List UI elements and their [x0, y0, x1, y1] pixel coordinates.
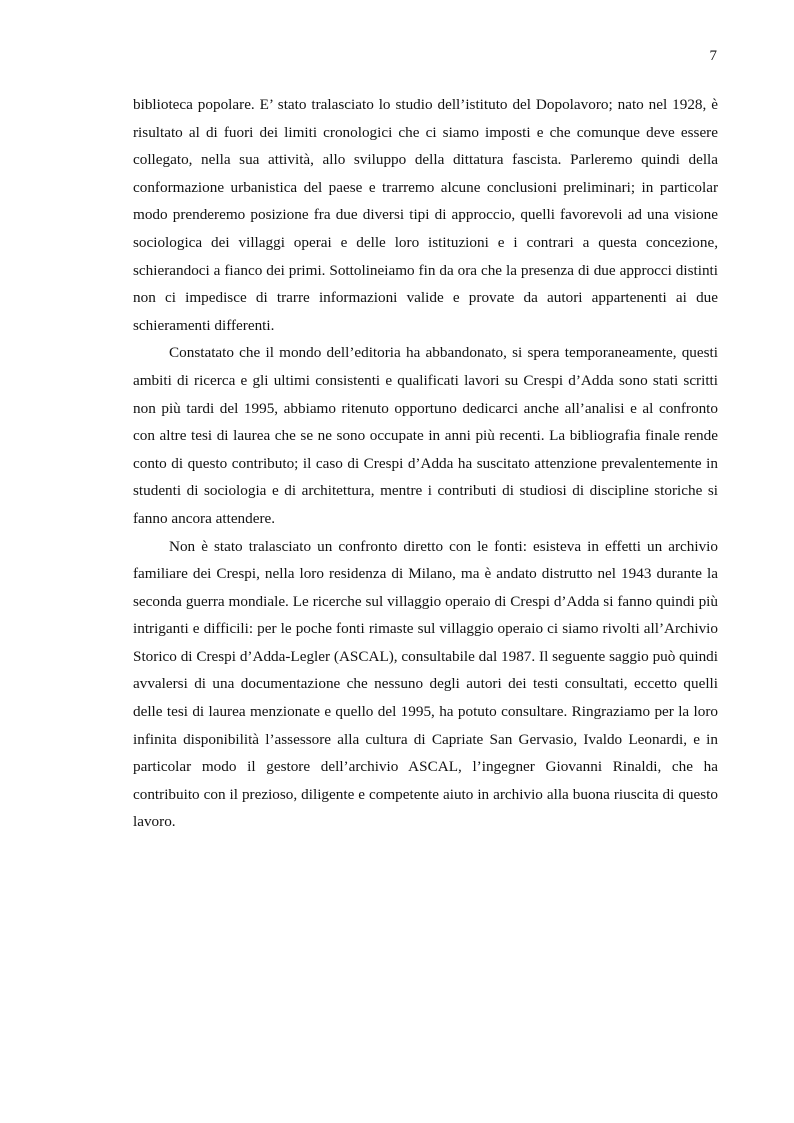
paragraph-3: Non è stato tralasciato un confronto diretto con le fonti: esisteva in effetti un archivio familiare dei Crespi, nella loro residenza di Milano, ma è andato distrutto nel 1943 durante la seconda guerra mondiale. Le ricerche sul villaggio operaio di Crespi d’Adda si fanno quindi più intriganti e difficili: per le poche fonti rimaste sul villaggio operaio ci siamo rivolti all’Archivio Storico di Crespi d’Adda-Legler (ASCAL), consultabile dal 1987. Il seguente saggio può quindi avvalersi di una documentazione che nessuno degli autori dei testi consultati, eccetto quelli delle tesi di laurea menzionate e quello del 1995, ha potuto consultare. Ringraziamo per la loro infinita disponibilità l’assessore alla cultura di Capriate San Gervasio, Ivaldo Leonardi, e in particolar modo il gestore dell’archivio ASCAL, l’ingegner Giovanni Rinaldi, che ha contribuito con il prezioso, diligente e competente aiuto in archivio alla buona riuscita di questo lavoro.	[133, 537, 718, 831]
paragraph-1: biblioteca popolare. E’ stato tralasciato lo studio dell’istituto del Dopolavoro; nato nel 1928, è risultato al di fuori dei limiti cronologici che ci siamo imposti e che comunque deve essere collegato, nella sua attività, allo sviluppo della dittatura fascista. Parleremo quindi della conformazione urbanistica del paese e trarremo alcune conclusioni preliminari; in particolar modo prenderemo posizione fra due diversi tipi di approccio, quelli favorevoli ad una visione sociologica dei villaggi operai e delle loro istituzioni e i contrari a questa concezione, schierandoci a fianco dei primi. Sottolineiamo fin da ora che la presenza di due approcci distinti non ci impedisce di trarre informazioni valide e provate da autori appartenenti ai due schieramenti differenti.	[133, 96, 718, 334]
page-number: 7	[709, 48, 717, 64]
body-text	[133, 91, 718, 836]
paragraph-2: Constatato che il mondo dell’editoria ha abbandonato, si spera temporaneamente, questi ambiti di ricerca e gli ultimi consistenti e qualificati lavori su Crespi d’Adda sono stati scritti non più tardi del 1995, abbiamo ritenuto opportuno dedicarci anche all’analisi e al confronto con altre tesi di laurea che se ne sono occupate in anni più recenti. La bibliografia finale rende conto di questo contributo; il caso di Crespi d’Adda ha suscitato attenzione prevalentemente in studenti di sociologia e di architettura, mentre i contributi di studiosi di discipline storiche si fanno ancora attendere.	[133, 344, 718, 527]
